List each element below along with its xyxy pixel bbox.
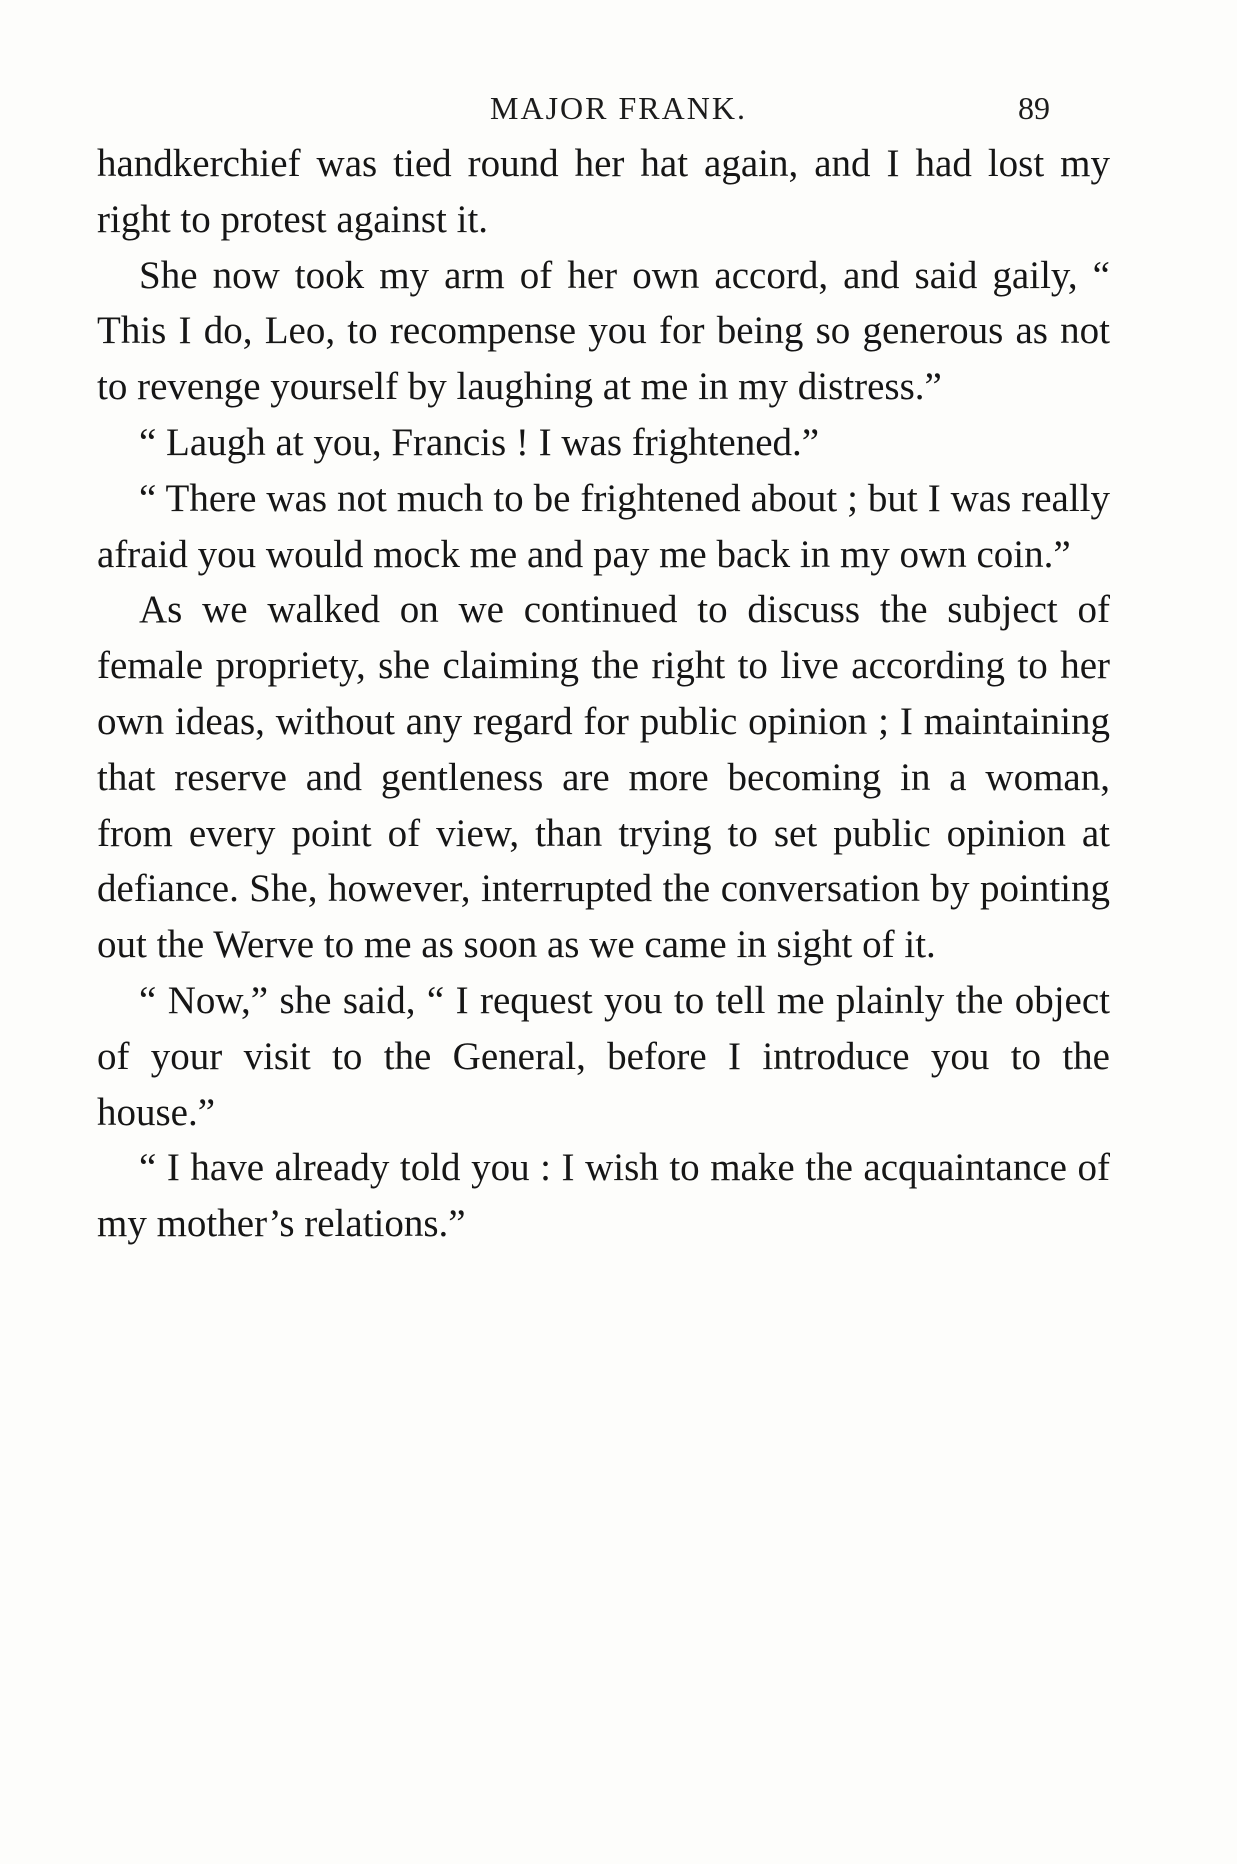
paragraph: “ Laugh at you, Francis ! I was frightened.”: [139, 420, 820, 464]
paragraph: “ I have already told you : I wish to make the acquaintance of my mother’s relations.”: [97, 1146, 1110, 1246]
paragraph-continuation: handkerchief was tied round her hat again, and I had lost my right to protest against it.: [97, 142, 1110, 241]
paragraph: She now took my arm of her own accord, and said gaily, “ This I do, Leo, to recompense you for being so generous as not to revenge yourself by laughing at me in my distress.”: [97, 253, 1110, 409]
body-text: [97, 136, 1110, 1252]
paragraph: “ Now,” she said, “ I request you to tell me plainly the object of your visit to the General, before I introduce you to the house.”: [97, 978, 1110, 1134]
running-title: MAJOR FRANK.: [490, 90, 747, 126]
paragraph: “ There was not much to be frightened about ; but I was really afraid you would mock me and pay me back in my own coin.”: [97, 476, 1110, 576]
page-number: 89: [1018, 90, 1050, 126]
paragraph: As we walked on we continued to discuss the subject of female propriety, she claiming the right to live according to her own ideas, without any regard for public opinion ; I maintaining that reserve and gentleness are more becoming in a woman, from every point of view, than trying to set public opinion at defiance. She, however, interrupted the conversation by pointing out the Werve to me as soon as we came in sight of it.: [97, 588, 1110, 967]
